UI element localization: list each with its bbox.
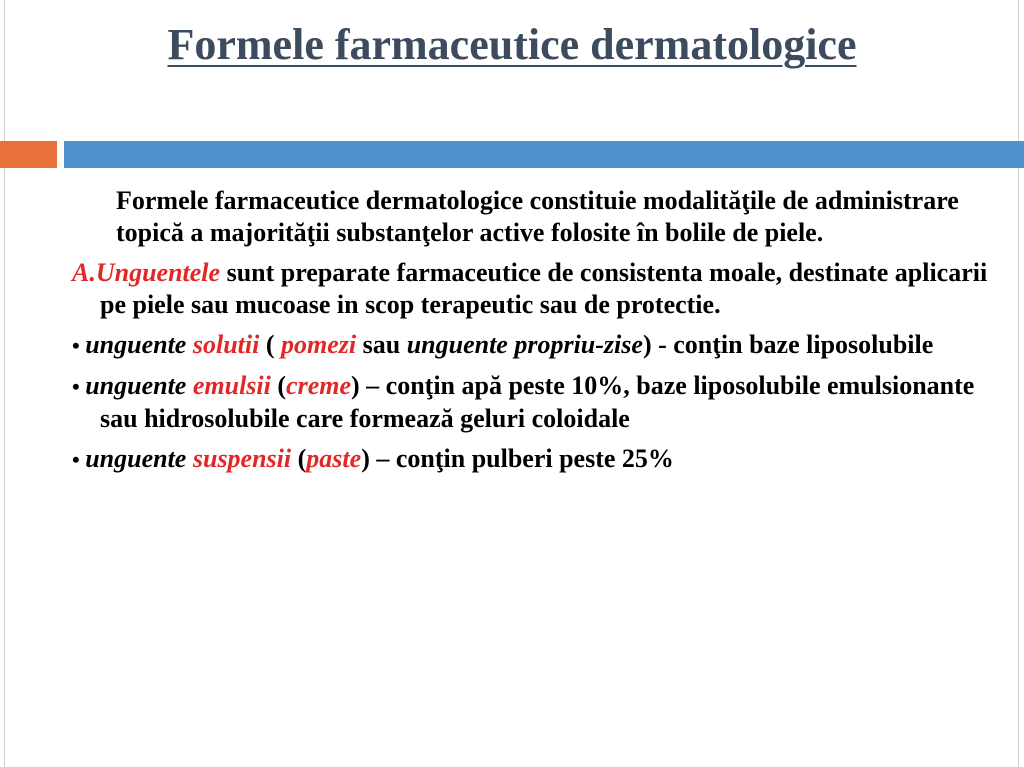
bullet-highlight: paste	[306, 444, 362, 473]
bullet-item-emulsii	[72, 370, 1002, 435]
bullet-marker: •	[72, 374, 86, 399]
frame-line-left	[4, 0, 5, 767]
bullet-term: unguente	[85, 330, 193, 359]
bullet-text: (	[270, 371, 287, 400]
section-a-text: sunt preparate farmaceutice de consistenta moale, destinate aplicarii pe piele sau mucoase in scop terapeutic sau de protectie.	[100, 258, 988, 319]
intro-paragraph: Formele farmaceutice dermatologice constituie modalităţile de administrare topică a majorităţii substanţelor active folosite în bolile de piele.	[116, 186, 959, 247]
slide-body	[72, 185, 1002, 476]
bullet-term: unguente propriu-zise	[406, 330, 643, 359]
bullet-item-solutii	[72, 329, 1002, 362]
frame-line-right	[1018, 0, 1019, 767]
bullet-text: ) – conţin pulberi peste 25%	[361, 444, 674, 473]
accent-bar-orange	[0, 141, 57, 168]
accent-bar-blue	[64, 141, 1024, 168]
bullet-highlight: suspensii	[192, 444, 292, 473]
slide-title: Formele farmaceutice dermatologice	[167, 20, 857, 69]
bullet-marker: •	[72, 333, 86, 358]
bullet-text: ) - conţin baze liposolubile	[642, 330, 934, 359]
bullet-highlight: emulsii	[192, 371, 271, 400]
bullet-highlight: solutii	[192, 330, 260, 359]
section-a-label: A.Unguentele	[72, 258, 221, 287]
bullet-text: (	[259, 330, 282, 359]
bullet-text: (	[291, 444, 307, 473]
bullet-term: unguente	[85, 371, 193, 400]
bullet-text: ) – conţin apă peste 10%, baze liposolubile emulsionante sau hidrosolubile care formează geluri coloidale	[100, 371, 975, 433]
bullet-text: sau	[356, 330, 407, 359]
bullet-item-suspensii	[72, 443, 1002, 476]
bullet-highlight: creme	[286, 371, 352, 400]
bullet-marker: •	[72, 447, 86, 472]
bullet-highlight: pomezi	[281, 330, 357, 359]
bullet-term: unguente	[85, 444, 193, 473]
section-a-paragraph	[72, 257, 1002, 321]
